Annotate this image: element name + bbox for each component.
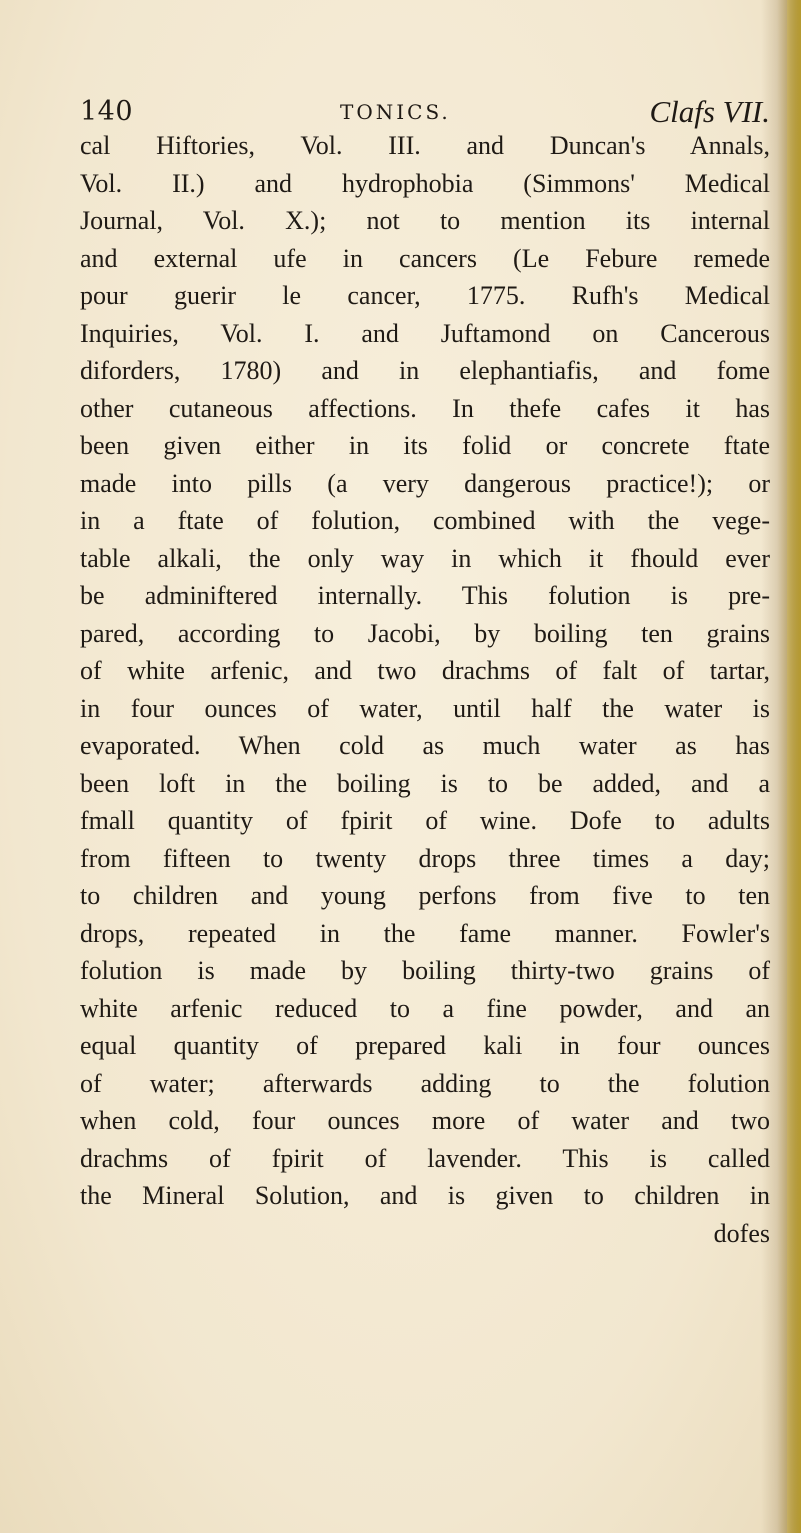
running-head: TONICS. [340, 100, 451, 124]
text-line: cal Hiftories, Vol. III. and Duncan's Annals, [80, 131, 770, 160]
text-line: to children and young perfons from five to ten [80, 881, 770, 910]
text-line: from fifteen to twenty drops three times a day; [80, 843, 770, 873]
page-edge [787, 0, 801, 1533]
text-line: been loft in the boiling is to be added, and a [80, 768, 770, 798]
text-line: of white arfenic, and two drachms of falt of tartar, [80, 656, 770, 685]
section-label: Clafs VII. [649, 94, 770, 129]
text-line: drops, repeated in the fame manner. Fowler's [80, 918, 770, 948]
text-line: Journal, Vol. X.); not to mention its internal [80, 206, 770, 235]
text-line: table alkali, the only way in which it fhould ever [80, 543, 770, 573]
text-line: folution is made by boiling thirty-two grains of [80, 956, 770, 985]
text-line: white arfenic reduced to a fine powder, and an [80, 993, 770, 1023]
text-line: when cold, four ounces more of water and two [80, 1106, 770, 1135]
text-line: and external ufe in cancers (Le Febure remede [80, 243, 770, 273]
text-line: Inquiries, Vol. I. and Juftamond on Cancerous [80, 318, 770, 348]
text-line: drachms of fpirit of lavender. This is called [80, 1143, 770, 1173]
body-text [80, 127, 770, 1252]
text-line: in a ftate of folution, combined with the vege- [80, 506, 770, 535]
text-line: equal quantity of prepared kali in four ounces [80, 1031, 770, 1060]
text-line: Vol. II.) and hydrophobia (Simmons' Medical [80, 168, 770, 198]
catchword: dofes [713, 1218, 770, 1248]
text-line: other cutaneous affections. In thefe cafes it has [80, 393, 770, 423]
text-line: evaporated. When cold as much water as has [80, 731, 770, 760]
text-line: made into pills (a very dangerous practice!); or [80, 468, 770, 498]
text-line: been given either in its folid or concrete ftate [80, 431, 770, 460]
text-line: in four ounces of water, until half the water is [80, 693, 770, 723]
text-line: diforders, 1780) and in elephantiafis, and fome [80, 356, 770, 385]
text-line: pared, according to Jacobi, by boiling ten grains [80, 618, 770, 648]
page-number: 140 [80, 96, 134, 127]
text-line: be adminiftered internally. This folution is pre- [80, 581, 770, 610]
text-line: pour guerir le cancer, 1775. Rufh's Medical [80, 281, 770, 310]
text-line: of water; afterwards adding to the folution [80, 1068, 770, 1098]
text-line: fmall quantity of fpirit of wine. Dofe to adults [80, 806, 770, 835]
text-line: the Mineral Solution, and is given to children in [80, 1181, 770, 1210]
